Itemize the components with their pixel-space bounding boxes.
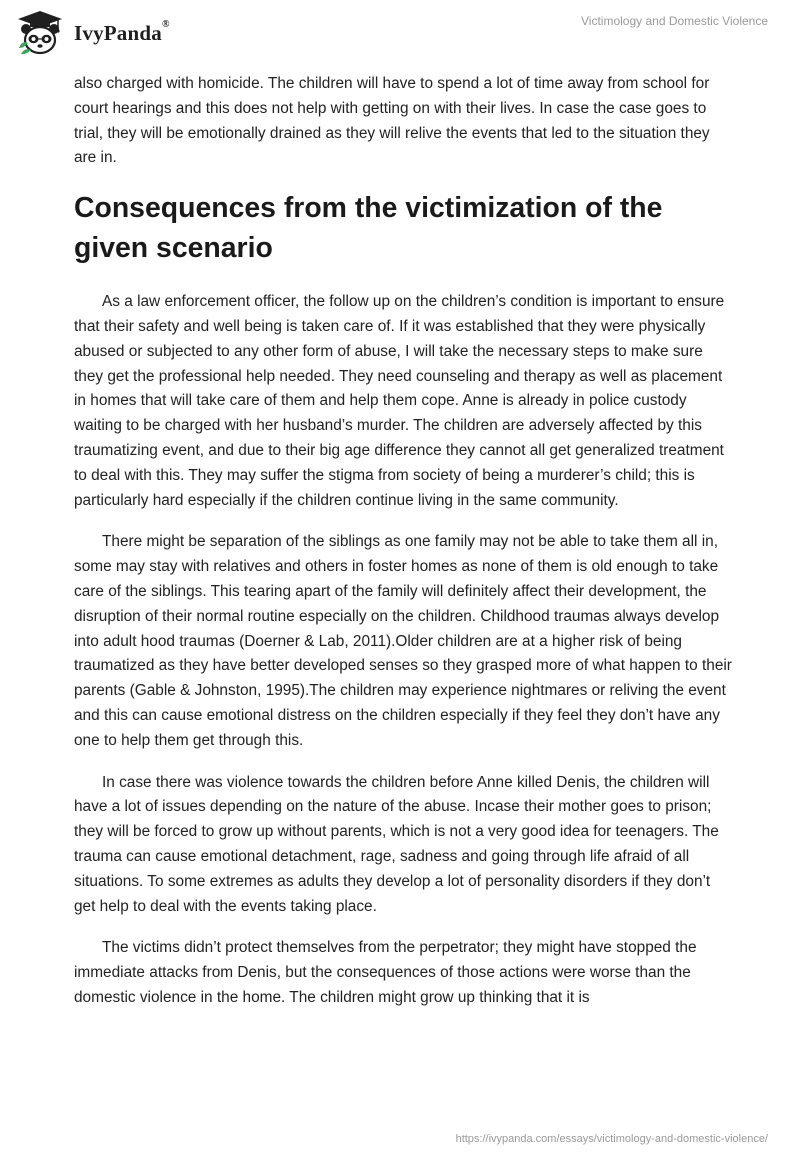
paragraph: The victims didn’t protect themselves from the perpetrator; they might have stopped the immediate attacks from Denis, but the consequences of those actions were worse than the domestic violence in the home. The children might grow up thinking that it is <box>74 939 697 1006</box>
paragraph: As a law enforcement officer, the follow up on the children’s condition is important to ensure that their safety and well being is taken care of. If it was established that they were physically abused or subjected to any other form of abuse, I will take the necessary steps to make sure they get the professional help needed. They need counseling and therapy as well as placement in homes that will take care of them and help them cope. Anne is already in police custody waiting to be charged with her husband’s murder. The children are adversely affected by this traumatizing event, and due to their big age difference they cannot all get generalized treatment to deal with this. They may suffer the stigma from society of being a murderer’s child; this is particularly hard especially if the children continue living in the same community. <box>74 293 725 509</box>
brand-name <box>74 18 170 46</box>
paragraph: also charged with homicide. The children will have to spend a lot of time away from school for court hearings and this does not help with getting on with their lives. In case the case goes to trial, they will be emotionally drained as they will relive the events that led to the situation they are in. <box>74 75 710 167</box>
paragraph: There might be separation of the siblings as one family may not be able to take them all in, some may stay with relatives and others in foster homes as none of them is old enough to take care of the siblings. This tearing apart of the family will definitely affect their development, the disruption of their normal routine especially on the children. Childhood traumas always develop into adult hood traumas (Doerner & Lab, 2011).Older children are at a higher risk of being traumatized as they have better developed senses so they grasped more of what happen to their parents (Gable & Johnston, 1995).The children may experience nightmares or reliving the event and this can cause emotional distress on the children especially if they feel they don’t have any one to help them get through this. <box>74 533 732 749</box>
brand-name-text: IvyPanda <box>74 20 162 45</box>
essay-body <box>74 72 734 1028</box>
document-title: Victimology and Domestic Violence <box>581 14 768 28</box>
panda-graduate-icon <box>16 10 64 56</box>
section-heading: Consequences from the victimization of the given scenario <box>74 192 663 265</box>
paragraph: In case there was violence towards the children before Anne killed Denis, the children will have a lot of issues depending on the nature of the abuse. Incase their mother goes to prison; they will be forced to grow up without parents, which is not a very good idea for teenagers. The trauma can cause emotional detachment, rage, sadness and going through life afraid of all situations. To some extremes as adults they develop a lot of personality disorders if they don’t get help to deal with the events taking place. <box>74 773 719 915</box>
brand-logo[interactable] <box>16 10 170 56</box>
source-url[interactable]: https://ivypanda.com/essays/victimology-and-domestic-violence/ <box>455 1133 768 1145</box>
page-header <box>0 0 800 66</box>
registered-mark: ® <box>161 18 170 30</box>
